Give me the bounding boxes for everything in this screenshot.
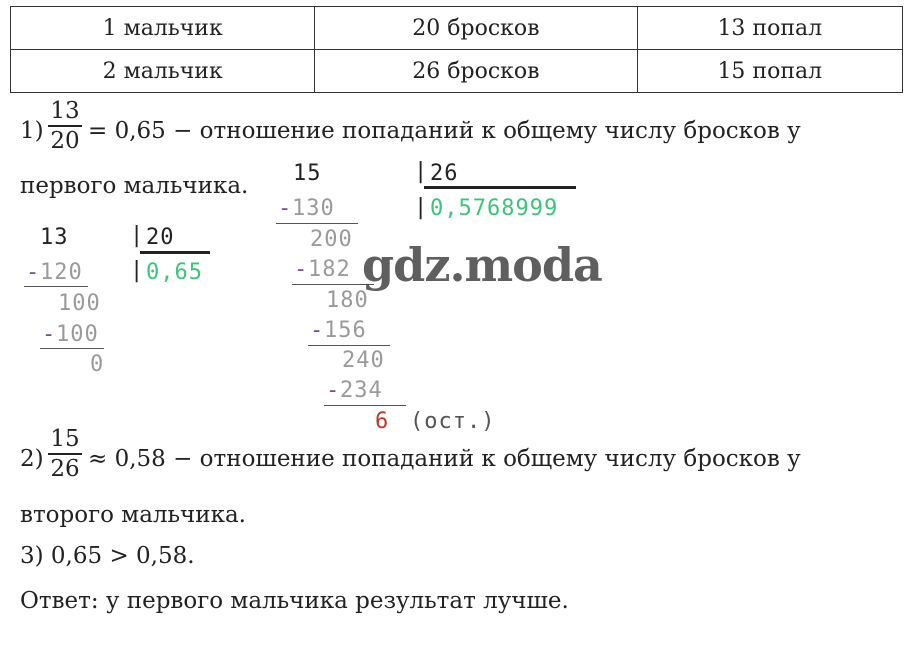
item1-fraction <box>48 98 82 154</box>
item3-comparison: 3) 0,65 > 0,58. <box>20 543 195 569</box>
div2-step: 180 <box>326 288 369 313</box>
table-row <box>11 50 903 93</box>
div1-dividend: 13 <box>40 225 69 250</box>
div2-rule <box>324 405 406 406</box>
table-cell: 1 мальчик <box>11 7 315 50</box>
div2-step: 156 <box>324 318 367 343</box>
fraction-numerator: 13 <box>50 98 80 124</box>
div1-quotient: 0,65 <box>146 260 203 285</box>
div1-step: 100 <box>58 291 101 316</box>
fraction-bar <box>48 453 82 455</box>
minus-sign: - <box>326 378 341 403</box>
div1-divisor: 20 <box>146 225 175 250</box>
item2-number: 2) <box>20 446 44 472</box>
item1-line2: первого мальчика. <box>20 173 249 199</box>
fraction-bar <box>48 125 82 127</box>
div2-step: 130 <box>292 196 335 221</box>
div1-step: 120 <box>40 260 83 285</box>
item1-equation: = 0,65 − отношение попаданий к общему числу бросков у <box>88 118 801 144</box>
div1-rule <box>24 286 88 287</box>
div1-bar-sign: | <box>130 223 145 248</box>
div2-rule <box>276 223 358 224</box>
div2-step: 240 <box>342 348 385 373</box>
minus-sign: - <box>42 322 57 347</box>
div2-remainder-note: (ост.) <box>410 409 496 434</box>
table-cell: 2 мальчик <box>11 50 315 93</box>
div1-step: 100 <box>56 322 99 347</box>
div2-bar-sign: | <box>414 159 429 184</box>
div2-quotient: 0,5768999 <box>430 196 559 221</box>
div2-rule <box>308 345 390 346</box>
table-cell: 26 бросков <box>315 50 637 93</box>
table-cell: 15 попал <box>637 50 902 93</box>
item2-equation: ≈ 0,58 − отношение попаданий к общему числу бросков у <box>88 446 801 472</box>
table-row <box>11 7 903 50</box>
fraction-numerator: 15 <box>50 426 80 452</box>
minus-sign: - <box>310 318 325 343</box>
div2-step: 200 <box>310 227 353 252</box>
div2-bar-sign2: | <box>414 195 429 220</box>
div1-divisor-line <box>140 251 210 254</box>
fraction-denominator: 26 <box>50 456 80 482</box>
answer-text: Ответ: у первого мальчика результат лучше. <box>20 588 569 614</box>
results-table <box>10 6 903 93</box>
minus-sign: - <box>26 260 41 285</box>
table-cell: 20 бросков <box>315 7 637 50</box>
div2-step: 234 <box>340 378 383 403</box>
minus-sign: - <box>278 196 293 221</box>
minus-sign: - <box>294 257 309 282</box>
item1-number: 1) <box>20 118 44 144</box>
watermark-logo: gdz.moda <box>362 238 602 292</box>
item2-line2: второго мальчика. <box>20 502 246 528</box>
fraction-denominator: 20 <box>50 128 80 154</box>
div2-divisor-line <box>424 186 576 189</box>
div2-remainder: 6 <box>375 409 390 434</box>
div2-divisor: 26 <box>430 161 459 186</box>
div2-dividend: 15 <box>293 161 322 186</box>
div1-rule <box>40 348 104 349</box>
div1-bar-sign2: | <box>130 258 145 283</box>
div2-step: 182 <box>308 257 351 282</box>
table-cell: 13 попал <box>637 7 902 50</box>
div1-step: 0 <box>90 352 105 377</box>
item2-fraction <box>48 426 82 482</box>
